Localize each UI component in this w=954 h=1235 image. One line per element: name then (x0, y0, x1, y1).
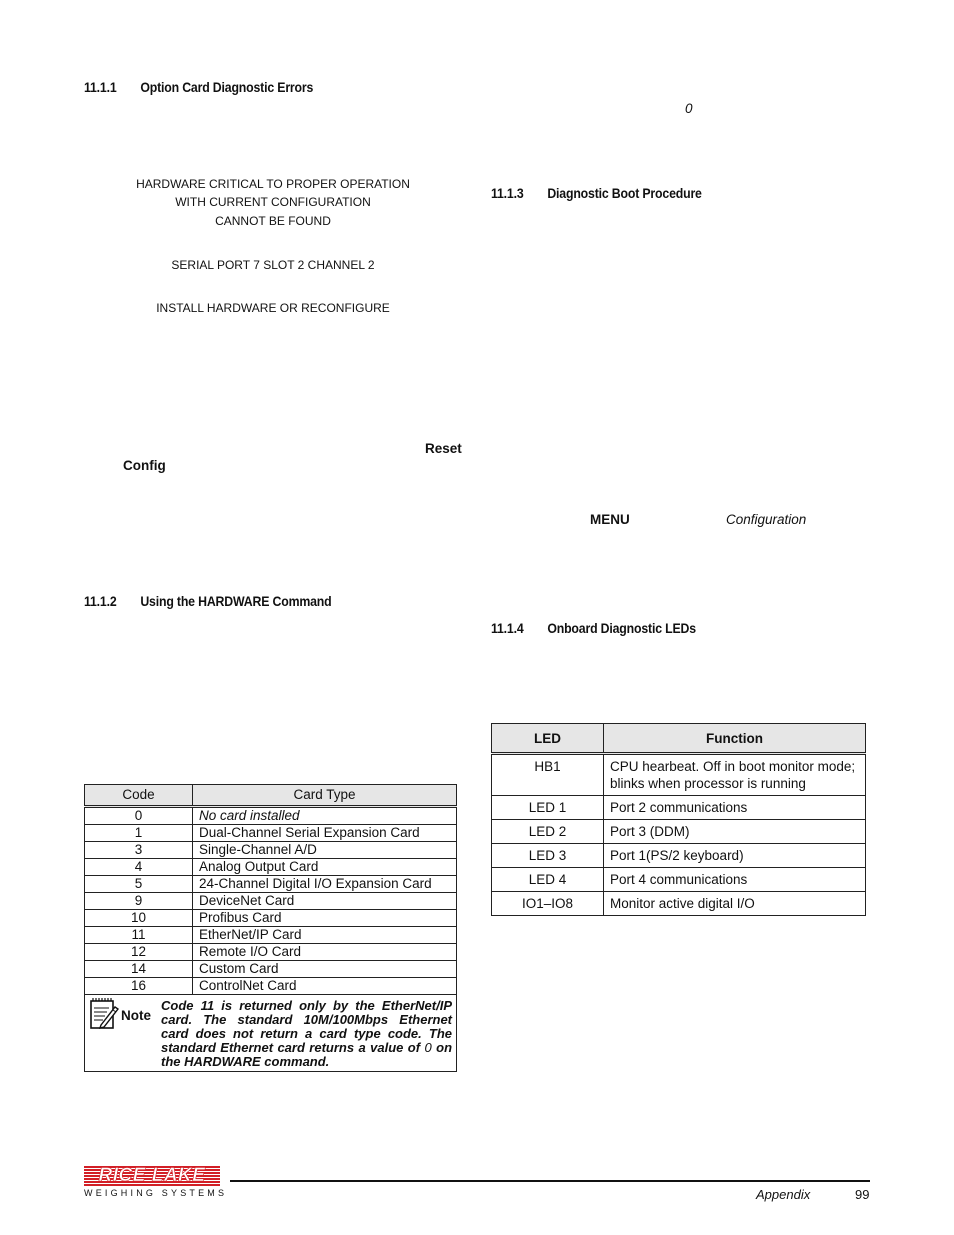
card-type-cell: DeviceNet Card (193, 893, 457, 910)
code-cell: 12 (85, 944, 193, 961)
section-number: 11.1.2 (84, 593, 117, 609)
card-type-cell: EtherNet/IP Card (193, 927, 457, 944)
onboard-led-table (491, 723, 866, 916)
table-row (492, 754, 866, 796)
column-header-function: Function (604, 724, 866, 754)
error-line-1: HARDWARE CRITICAL TO PROPER OPERATION (136, 177, 410, 191)
menu-key-label: MENU (590, 512, 630, 527)
note-block (89, 997, 161, 1035)
table-row (85, 842, 457, 859)
footer-section-name: Appendix (756, 1187, 811, 1202)
section-title: Option Card Diagnostic Errors (140, 79, 314, 95)
card-type-cell: Custom Card (193, 961, 457, 978)
card-type-cell: No card installed (193, 807, 457, 825)
code-cell: 16 (85, 978, 193, 995)
note-text-part-2: on the HARDWARE command. (161, 1040, 453, 1069)
led-cell: LED 4 (492, 868, 604, 892)
code-cell: 0 (85, 807, 193, 825)
column-header-code: Code (85, 785, 193, 807)
table-row (492, 892, 866, 916)
code-cell: 11 (85, 927, 193, 944)
card-type-cell: Dual-Channel Serial Expansion Card (193, 825, 457, 842)
section-heading-11-1-1 (84, 79, 313, 95)
section-title: Diagnostic Boot Procedure (547, 185, 702, 201)
logo-subtitle: WEIGHING SYSTEMS (84, 1188, 228, 1198)
column-header-card-type: Card Type (193, 785, 457, 807)
code-cell: 3 (85, 842, 193, 859)
table-row (85, 807, 457, 825)
section-heading-11-1-3 (491, 185, 702, 201)
section-title: Onboard Diagnostic LEDs (547, 620, 696, 636)
function-cell: Port 1(PS/2 keyboard) (604, 844, 866, 868)
notepad-pencil-icon (89, 997, 119, 1035)
function-cell: Monitor active digital I/O (604, 892, 866, 916)
column-header-led: LED (492, 724, 604, 754)
config-key-label: Config (123, 458, 166, 473)
table-row (85, 944, 457, 961)
code-cell: 4 (85, 859, 193, 876)
table-row (492, 844, 866, 868)
card-type-table (84, 784, 457, 1072)
function-cell: Port 4 communications (604, 868, 866, 892)
card-type-cell: Remote I/O Card (193, 944, 457, 961)
led-cell: LED 3 (492, 844, 604, 868)
reset-key-label: Reset (425, 441, 462, 456)
code-cell: 14 (85, 961, 193, 978)
code-cell: 5 (85, 876, 193, 893)
section-number: 11.1.1 (84, 79, 117, 95)
note-text-part-1: Code 11 is returned only by the EtherNet/IP card. The standard 10M/100Mbps Ethernet card does not return a card type code. The standard Ethernet card returns a value of (161, 998, 452, 1055)
section-heading-11-1-2 (84, 593, 332, 609)
error-line-4: SERIAL PORT 7 SLOT 2 CHANNEL 2 (171, 258, 375, 272)
function-cell: CPU hearbeat. Off in boot monitor mode; blinks when processor is running (604, 754, 866, 796)
function-cell: Port 3 (DDM) (604, 820, 866, 844)
section-number: 11.1.3 (491, 185, 524, 201)
led-cell: LED 2 (492, 820, 604, 844)
error-line-5: INSTALL HARDWARE OR RECONFIGURE (156, 301, 390, 315)
led-cell: LED 1 (492, 796, 604, 820)
note-text (161, 999, 452, 1069)
section-title: Using the HARDWARE Command (140, 593, 332, 609)
led-cell: IO1–IO8 (492, 892, 604, 916)
note-cell (85, 995, 457, 1072)
card-type-cell: Analog Output Card (193, 859, 457, 876)
table-row (85, 927, 457, 944)
table-row (85, 825, 457, 842)
card-type-cell: 24-Channel Digital I/O Expansion Card (193, 876, 457, 893)
section-number: 11.1.4 (491, 620, 524, 636)
table-row (492, 868, 866, 892)
table-row (85, 910, 457, 927)
note-row (85, 995, 457, 1072)
table-row (85, 978, 457, 995)
table-header-row (85, 785, 457, 807)
note-text-zero: 0 (424, 1040, 432, 1055)
error-line-3: CANNOT BE FOUND (215, 214, 331, 228)
table-header-row (492, 724, 866, 754)
function-cell: Port 2 communications (604, 796, 866, 820)
footer-rule (230, 1180, 870, 1182)
led-cell: HB1 (492, 754, 604, 796)
code-cell: 1 (85, 825, 193, 842)
card-type-cell: Profibus Card (193, 910, 457, 927)
page-number: 99 (855, 1187, 870, 1202)
card-type-cell: ControlNet Card (193, 978, 457, 995)
configuration-mode-label: Configuration (726, 512, 807, 527)
table-row (85, 859, 457, 876)
table-row (492, 820, 866, 844)
error-line-2: WITH CURRENT CONFIGURATION (175, 195, 371, 209)
table-row (85, 876, 457, 893)
table-row (85, 893, 457, 910)
section-heading-11-1-4 (491, 620, 696, 636)
rice-lake-logo (84, 1165, 228, 1200)
code-cell: 9 (85, 893, 193, 910)
card-type-cell: Single-Channel A/D (193, 842, 457, 859)
zero-value: 0 (685, 101, 693, 116)
table-row (85, 961, 457, 978)
note-label: Note (121, 1008, 151, 1023)
table-row (492, 796, 866, 820)
code-cell: 10 (85, 910, 193, 927)
logo-wordmark: RICE LAKE (98, 1165, 206, 1186)
